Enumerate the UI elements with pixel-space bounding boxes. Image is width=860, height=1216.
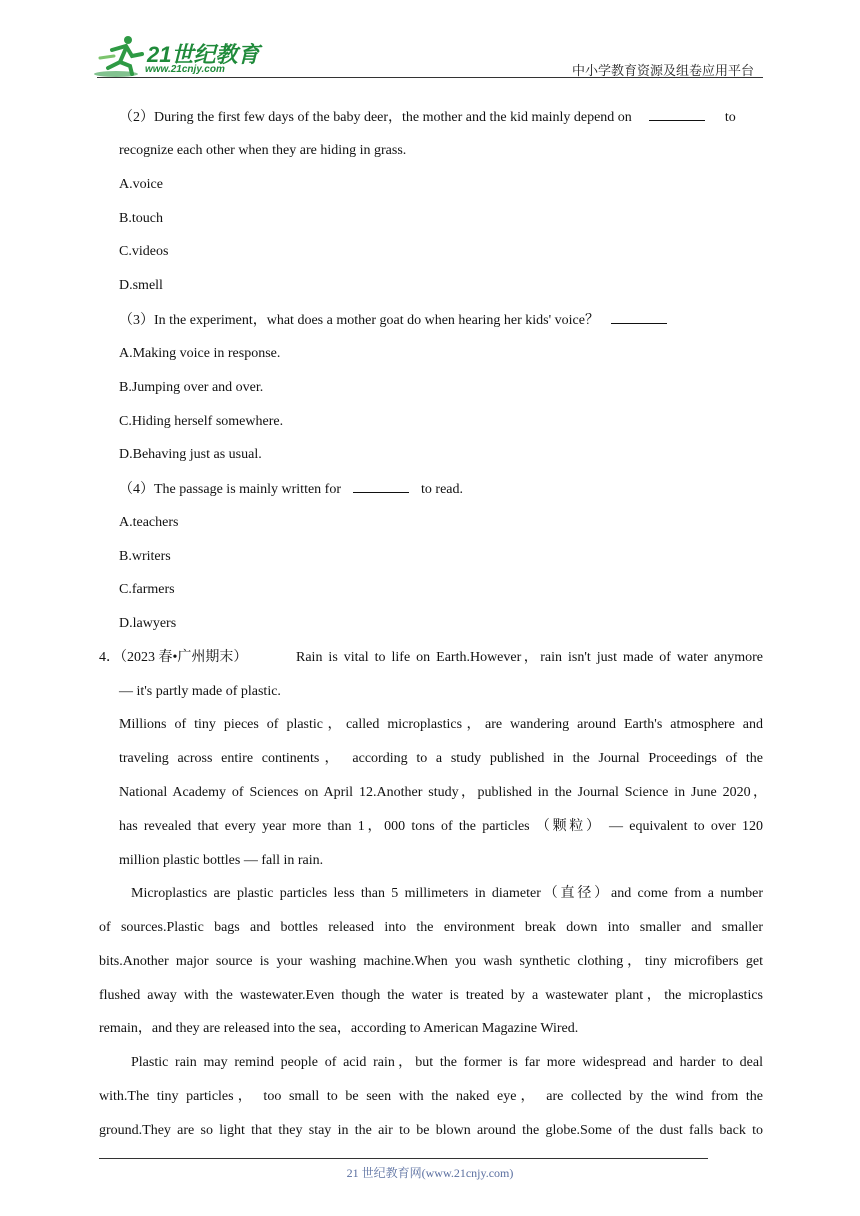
q3-stem: （3）In the experiment，what does a mother goat do when hearing her kids' voice？ — [119, 313, 599, 328]
q4-option-c: C.farmers — [119, 582, 175, 597]
q3-stem-line — [119, 311, 671, 330]
paragraph-line: remain，and they are released into the sea，according to American Magazine Wired. — [99, 1021, 579, 1036]
logo-url: www.21cnjy.com — [145, 64, 225, 75]
paragraph-line: Microplastics are plastic particles less than 5 millimeters in diameter（直径）and come from a number — [131, 886, 763, 901]
q2-option-d: D.smell — [119, 278, 163, 293]
q2-answer-blank[interactable] — [649, 108, 705, 121]
q4-stem-line — [119, 480, 463, 499]
header-divider — [97, 77, 763, 78]
q3-option-b: B.Jumping over and over. — [119, 380, 264, 395]
passage-line: has revealed that every year more than 1，000 tons of the particles （颗粒） — equivalent to over 120 — [119, 819, 763, 834]
q2-stem-part1: （2）During the first few days of the baby deer，the mother and the kid mainly depend on — [119, 110, 632, 125]
q2-stem-part2: to — [724, 110, 736, 125]
paragraph-line: with.The tiny particles， too small to be seen with the naked eye， are collected by the wind from the — [99, 1089, 763, 1104]
paragraph-line: bits.Another major source is your washing machine.When you wash synthetic clothing，tiny microfibers get — [99, 954, 763, 969]
q2-option-b: B.touch — [119, 211, 163, 226]
page-footer: 21 世纪教育网(www.21cnjy.com) — [346, 1166, 514, 1180]
passage-number: 4．（2023 春•广州期末） — [99, 650, 248, 665]
passage-line: — it's partly made of plastic. — [119, 684, 281, 699]
passage-line: National Academy of Sciences on April 12.Another study，published in the Journal Science in June 2020， — [119, 785, 767, 800]
passage-line: Millions of tiny pieces of plastic，called microplastics，are wandering around Earth's atmosphere and — [119, 717, 763, 732]
paragraph-line: Plastic rain may remind people of acid rain，but the former is far more widespread and harder to deal — [131, 1055, 763, 1070]
q3-option-c: C.Hiding herself somewhere. — [119, 414, 284, 429]
q3-answer-blank[interactable] — [611, 311, 667, 324]
q4-answer-blank[interactable] — [353, 480, 409, 493]
q2-option-c: C.videos — [119, 244, 169, 259]
q4-stem-part1: （4）The passage is mainly written for — [119, 482, 342, 497]
paragraph-line: flushed away with the wastewater.Even though the water is treated by a wastewater plant，the microplastics — [99, 988, 763, 1003]
q4-option-b: B.writers — [119, 549, 171, 564]
footer-divider — [99, 1158, 708, 1159]
q3-option-d: D.Behaving just as usual. — [119, 447, 262, 462]
paragraph-line: ground.They are so light that they stay in the air to be blown around the globe.Some of the dust falls back to — [99, 1123, 763, 1138]
passage-line: Rain is vital to life on Earth.However，rain isn't just made of water anymore — [296, 650, 763, 665]
q2-option-a: A.voice — [119, 177, 163, 192]
q3-option-a: A.Making voice in response. — [119, 346, 281, 361]
paragraph-line: of sources.Plastic bags and bottles released into the environment break down into smaller and smaller — [99, 920, 763, 935]
q4-stem-part2: to read. — [421, 482, 463, 497]
passage-line: million plastic bottles — fall in rain. — [119, 853, 324, 868]
header-platform-name: 中小学教育资源及组卷应用平台 — [571, 63, 754, 78]
q2-stem-line1 — [119, 108, 736, 127]
passage-line: traveling across entire continents， according to a study published in the Journal Proceedings of the — [119, 751, 763, 766]
q4-option-d: D.lawyers — [119, 616, 177, 631]
q4-option-a: A.teachers — [119, 515, 179, 530]
q2-stem-line2: recognize each other when they are hiding in grass. — [119, 143, 407, 158]
logo-text: 21世纪教育 — [147, 42, 260, 67]
page-header — [0, 0, 860, 80]
